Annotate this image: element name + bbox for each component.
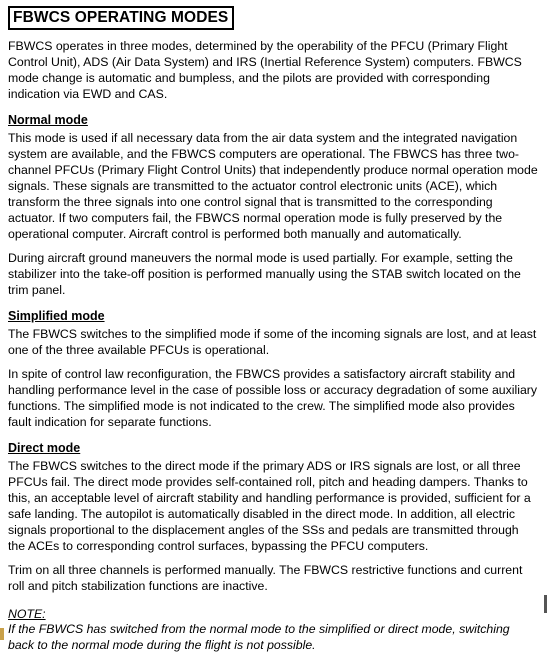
section-paragraph: The FBWCS switches to the direct mode if the primary ADS or IRS signals are lost, or all three PFCUs fail. The direct mode provides self-contained roll, pitch and heading dampers. Thanks to this, an acceptable level of aircraft stability and handling performance is provided, sufficient for a safe landing. The autopilot is automatically disabled in the direct mode. In addition, all electric signals proportional to the displacement angles of the SSs and pedals are transmitted through the ACEs to corresponding control surfaces, bypassing the PFCU computers. bbox=[8, 459, 531, 553]
note-label: NOTE: bbox=[8, 607, 46, 621]
section-direct-mode bbox=[8, 440, 539, 594]
left-edge-mark bbox=[0, 628, 4, 640]
section-heading: Normal mode bbox=[8, 113, 88, 127]
section-heading: Direct mode bbox=[8, 441, 81, 455]
page-title: FBWCS OPERATING MODES bbox=[8, 6, 234, 30]
section-simplified-mode bbox=[8, 308, 539, 430]
note-text: If the FBWCS has switched from the normal mode to the simplified or direct mode, switching back to the normal mode during the flight is not possible. bbox=[8, 622, 510, 652]
section-normal-mode bbox=[8, 112, 539, 298]
section-paragraph: The FBWCS switches to the simplified mode if some of the incoming signals are lost, and at least one of the three available PFCUs is operational. bbox=[8, 327, 537, 357]
section-paragraph: Trim on all three channels is performed manually. The FBWCS restrictive functions and current roll and pitch stabilization functions are inactive. bbox=[8, 563, 523, 593]
section-heading: Simplified mode bbox=[8, 309, 105, 323]
section-paragraph: In spite of control law reconfiguration, the FBWCS provides a satisfactory aircraft stability and handling performance level in the case of possible loss or accuracy degradation of some auxiliary functions. The simplified mode is not indicated to the crew. The simplified mode also provides fault indication for separate functions. bbox=[8, 367, 538, 429]
section-paragraph: During aircraft ground maneuvers the normal mode is used partially. For example, setting the stabilizer into the take-off position is performed manually using the STAB switch located on the trim panel. bbox=[8, 251, 521, 297]
note-block bbox=[8, 607, 539, 653]
intro-paragraph: FBWCS operates in three modes, determined by the operability of the PFCU (Primary Flight Control Unit), ADS (Air Data System) and IRS (Inertial Reference System) computers. FBWCS mode change is automatic and bumpless, and the pilots are provided with corresponding indication via EWD and CAS. bbox=[8, 39, 522, 101]
section-paragraph: This mode is used if all necessary data from the air data system and the integrated navigation system are available, and the FBWCS computers are operational. The FBWCS has three two-channel PFCUs (Primary Flight Control Units) that independently produce normal operation mode signals. These signals are transmitted to the actuator control electronic units (ACE), which transform the three signals into one control signal that is transmitted to the corresponding actuator. If two computers fail, the FBWCS normal operation mode is fully preserved by the operational computer. Aircraft control is performed both manually and automatically. bbox=[8, 131, 538, 241]
